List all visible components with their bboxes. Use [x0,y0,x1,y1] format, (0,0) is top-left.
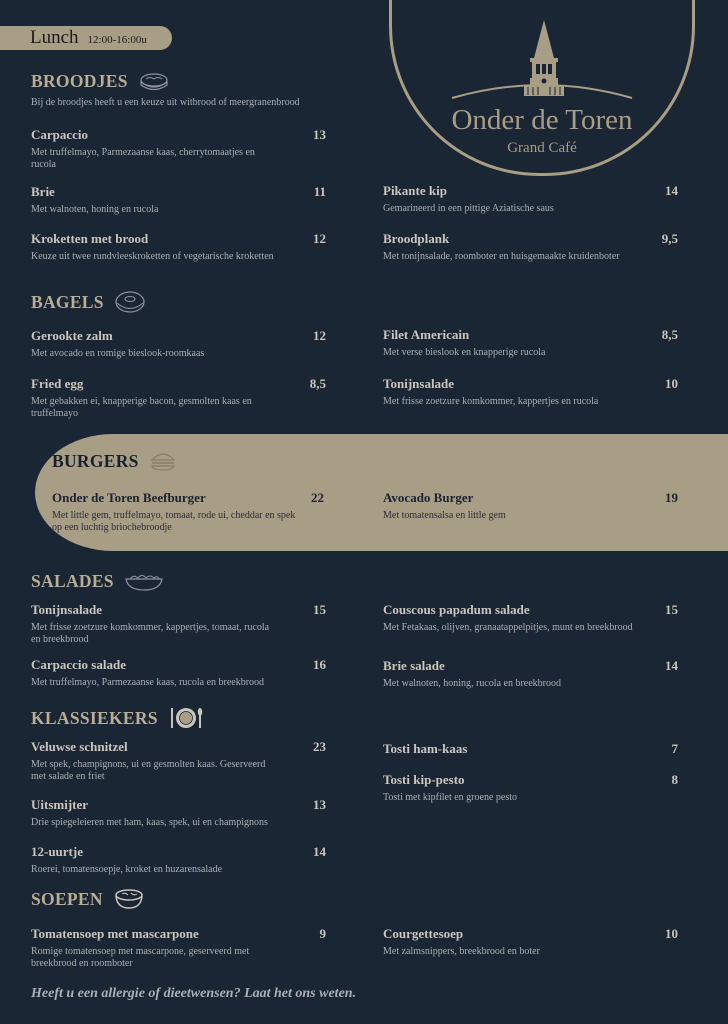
item-description: Met spek, champignons, ui en gesmolten kaas. Geserveerd met salade en friet [31,759,266,782]
section-heading-broodjes [31,71,170,92]
item-description: Met frisse zoetzure komkommer, kappertjes, tomaat, rucola en breekbrood [31,622,270,645]
item-name: Tonijnsalade [383,376,455,391]
section-heading-soepen [31,887,145,911]
sandwich-icon [138,72,170,92]
lunch-header-tab [0,26,172,50]
menu-item [383,490,678,522]
item-name: Filet Americain [383,327,470,342]
menu-item [31,844,326,876]
menu-item [31,602,326,646]
item-description: Romige tomatensoep met mascarpone, geserveerd met breekbrood en roomboter [31,946,250,969]
item-price: 12 [313,328,326,343]
section-heading-bagels [31,290,146,314]
item-name: Tosti ham-kaas [383,741,468,756]
menu-item [31,127,326,171]
item-name: Carpaccio [31,127,89,142]
item-price: 23 [313,739,326,754]
logo-name: Onder de Toren [451,104,633,136]
item-name: Avocado Burger [383,490,474,505]
item-price: 14 [313,844,326,859]
section-heading-burgers [52,450,177,472]
item-description: Met truffelmayo, Parmezaanse kaas, rucola en breekbrood [31,677,265,688]
item-description: Met walnoten, honing, rucola en breekbrood [383,678,562,689]
item-name: Tonijnsalade [31,602,103,617]
allergy-note: Heeft u een allergie of dieetwensen? Laat het ons weten. [31,986,357,1001]
item-price: 13 [313,797,326,812]
soup-bowl-icon [113,887,145,911]
menu-item [383,231,678,263]
item-name: Tosti kip-pesto [383,772,465,787]
item-description: Met frisse zoetzure komkommer, kappertjes en rucola [383,396,599,407]
item-price: 15 [665,602,678,617]
logo-subtitle: Grand Café [507,140,577,156]
menu-item [31,231,326,263]
menu-item [383,926,678,958]
menu-item [383,376,678,408]
logo [389,0,695,176]
item-name: Pikante kip [383,183,447,198]
item-price: 8 [671,772,678,787]
menu-item [383,183,678,215]
menu-item [52,490,347,534]
item-name: Tomatensoep met mascarpone [31,926,199,941]
item-name: Uitsmijter [31,797,89,812]
broodjes-note: Bij de broodjes heeft u een keuze uit witbrood of meergranenbrood [31,97,300,108]
item-name: Veluwse schnitzel [31,739,128,754]
item-description: Met verse bieslook en knapperige rucola [383,347,546,358]
menu-item [383,772,678,804]
lunch-hours: 12:00-16:00u [87,34,147,46]
item-name: Gerookte zalm [31,328,113,343]
item-price: 8,5 [309,376,326,391]
item-description: Drie spiegeleieren met ham, kaas, spek, ui en champignons [31,817,268,828]
menu-item [31,376,326,420]
item-price: 8,5 [661,327,678,342]
item-price: 9 [319,926,326,941]
item-name: Broodplank [383,231,450,246]
menu-item [31,797,326,829]
menu-item [383,327,678,359]
section-title: BROODJES [31,71,128,91]
menu-item [31,184,326,216]
item-description: Met Fetakaas, olijven, granaatappelpitjes, munt en breekbrood [383,622,633,633]
item-name: Brie salade [383,658,445,673]
item-description: Keuze uit twee rundvleeskroketten of vegetarische kroketten [31,251,274,262]
item-description: Met zalmsnippers, breekbrood en boter [383,946,540,957]
item-price: 9,5 [661,231,678,246]
item-description: Met tomatensalsa en little gem [383,510,506,521]
item-price: 7 [671,741,678,756]
item-name: Carpaccio salade [31,657,126,672]
item-name: Brie [31,184,55,199]
item-description: Met tonijnsalade, roomboter en huisgemaakte kruidenboter [383,251,620,262]
section-title: BURGERS [52,450,139,471]
menu-item [31,926,326,970]
item-description: Met avocado en romige bieslook-roomkaas [31,348,205,359]
item-price: 10 [665,376,678,391]
section-title: SOEPEN [31,888,103,909]
item-name: Onder de Toren Beefburger [52,490,206,505]
item-description: Met walnoten, honing en rucola [31,204,159,215]
section-title: KLASSIEKERS [31,707,158,728]
menu-item [383,658,678,690]
item-price: 19 [665,490,678,505]
item-description: Met little gem, truffelmayo, tomaat, rode ui, cheddar en spek op een luchtig briochebroodje [52,510,296,533]
item-description: Gemarineerd in een pittige Aziatische saus [383,203,554,214]
item-description: Met gebakken ei, knapperige bacon, gesmolten kaas en truffelmayo [31,396,252,419]
section-heading-salades [31,571,164,592]
item-description: Tosti met kipfilet en groene pesto [383,792,517,803]
item-price: 13 [313,127,326,142]
lunch-title: Lunch [30,27,79,48]
menu-item [31,739,326,783]
salad-bowl-icon [124,572,164,592]
item-name: Courgettesoep [383,926,464,941]
item-price: 16 [313,657,326,672]
item-price: 12 [313,231,326,246]
item-name: Couscous papadum salade [383,602,530,617]
item-name: Fried egg [31,376,84,391]
section-title: BAGELS [31,291,104,312]
item-price: 10 [665,926,678,941]
plate-cutlery-icon [168,706,204,730]
burger-icon [149,450,177,472]
menu-item [383,741,678,757]
menu-item [383,602,678,634]
item-price: 22 [311,490,324,505]
item-name: Kroketten met brood [31,231,149,246]
section-title: SALADES [31,571,114,591]
item-description: Met truffelmayo, Parmezaanse kaas, cherrytomaatjes en rucola [31,147,255,170]
item-price: 14 [665,658,678,673]
item-price: 14 [665,183,678,198]
item-price: 11 [313,184,326,199]
bagel-icon [114,290,146,314]
menu-item [31,657,326,689]
item-name: 12-uurtje [31,844,83,859]
section-heading-klassiekers [31,706,204,730]
menu-item [31,328,326,360]
item-price: 15 [313,602,326,617]
item-description: Roerei, tomatensoepje, kroket en huzarensalade [31,864,223,875]
